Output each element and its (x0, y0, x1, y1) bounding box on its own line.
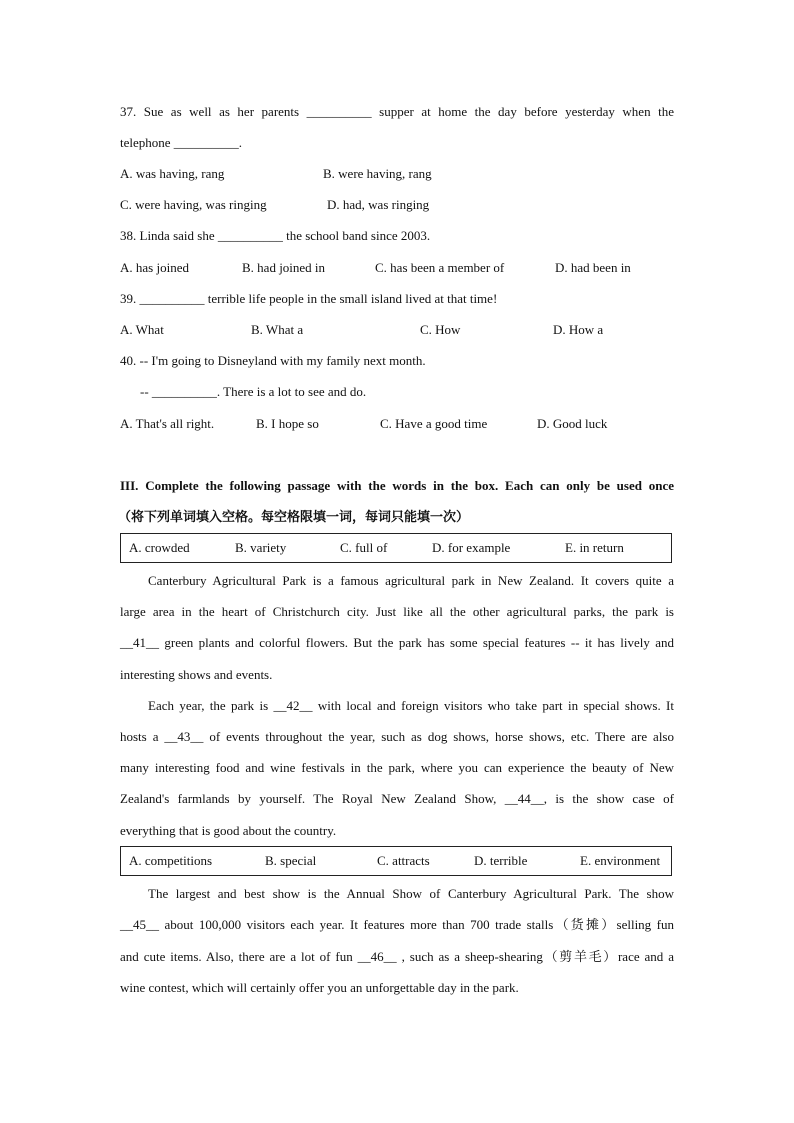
q38-option-b: B. had joined in (242, 260, 326, 275)
para2-line1: Each year, the park is __42__ with local and foreign visitors who take part in special shows. It (148, 698, 674, 713)
q39-option-a: A. What (120, 322, 164, 337)
para3-line4: wine contest, which will certainly offer you an unforgettable day in the park. (120, 980, 519, 995)
word-box-2-option-a: A. competitions (129, 853, 213, 868)
word-box-1 (120, 533, 672, 563)
q38-option-c: C. has been a member of (375, 260, 505, 275)
word-box-1-option-e: E. in return (565, 540, 624, 555)
para2-line2: hosts a __43__ of events throughout the year, such as dog shows, horse shows, etc. There are also (120, 729, 674, 744)
word-box-2-option-e: E. environment (580, 853, 661, 868)
para1-line2: large area in the heart of Christchurch city. Just like all the other agricultural parks, the park is (120, 604, 674, 619)
q40-reply: -- __________. There is a lot to see and do. (140, 384, 367, 399)
q40-option-b: B. I hope so (256, 416, 319, 431)
word-box-2-option-b: B. special (265, 853, 317, 868)
q39-option-b: B. What a (251, 322, 304, 337)
word-box-2-option-c: C. attracts (377, 853, 430, 868)
q37-option-d: D. had, was ringing (327, 197, 430, 212)
section3-heading-en: III. Complete the following passage with the words in the box. Each can only be used once (120, 478, 674, 493)
q37-option-a: A. was having, rang (120, 166, 225, 181)
para2-line4: Zealand's farmlands by yourself. The Royal New Zealand Show, __44__, is the show case of (120, 791, 674, 806)
q39-option-d: D. How a (553, 322, 604, 337)
q37-option-b: B. were having, rang (323, 166, 432, 181)
para3-line3: and cute items. Also, there are a lot of fun __46__ , such as a sheep-shearing（剪羊毛）race and a (120, 949, 674, 964)
q37-stem-line2: telephone __________. (120, 135, 243, 150)
para1-line3: __41__ green plants and colorful flowers. But the park has some special features -- it has lively and (120, 635, 674, 650)
q38-option-a: A. has joined (120, 260, 189, 275)
word-box-1-option-a: A. crowded (129, 540, 190, 555)
para2-line3: many interesting food and wine festivals in the park, where you can experience the beauty of New (120, 760, 674, 775)
q40-option-a: A. That's all right. (120, 416, 215, 431)
para1-line4: interesting shows and events. (120, 667, 273, 682)
q39-option-c: C. How (420, 322, 461, 337)
q40-stem: 40. -- I'm going to Disneyland with my family next month. (120, 353, 426, 368)
q37-option-c: C. were having, was ringing (120, 197, 267, 212)
word-box-1-option-c: C. full of (340, 540, 388, 555)
q40-option-d: D. Good luck (537, 416, 608, 431)
word-box-2 (120, 846, 672, 876)
q37-stem-line1: 37. Sue as well as her parents __________ supper at home the day before yesterday when the (120, 104, 674, 119)
q38-stem: 38. Linda said she __________ the school band since 2003. (120, 228, 431, 243)
para3-line2: __45__ about 100,000 visitors each year. It features more than 700 trade stalls（货摊）selling fun (120, 917, 674, 932)
para1-line1: Canterbury Agricultural Park is a famous agricultural park in New Zealand. It covers quite a (148, 573, 674, 588)
q40-option-c: C. Have a good time (380, 416, 488, 431)
section3-heading-cn: （将下列单词填入空格。每空格限填一词，每词只能填一次） (118, 509, 470, 524)
q39-stem: 39. __________ terrible life people in the small island lived at that time! (120, 291, 498, 306)
para2-line5: everything that is good about the country. (120, 823, 337, 838)
para3-line1: The largest and best show is the Annual Show of Canterbury Agricultural Park. The show (148, 886, 674, 901)
word-box-2-option-d: D. terrible (474, 853, 528, 868)
word-box-1-option-d: D. for example (432, 540, 511, 555)
word-box-1-option-b: B. variety (235, 540, 287, 555)
q38-option-d: D. had been in (555, 260, 631, 275)
